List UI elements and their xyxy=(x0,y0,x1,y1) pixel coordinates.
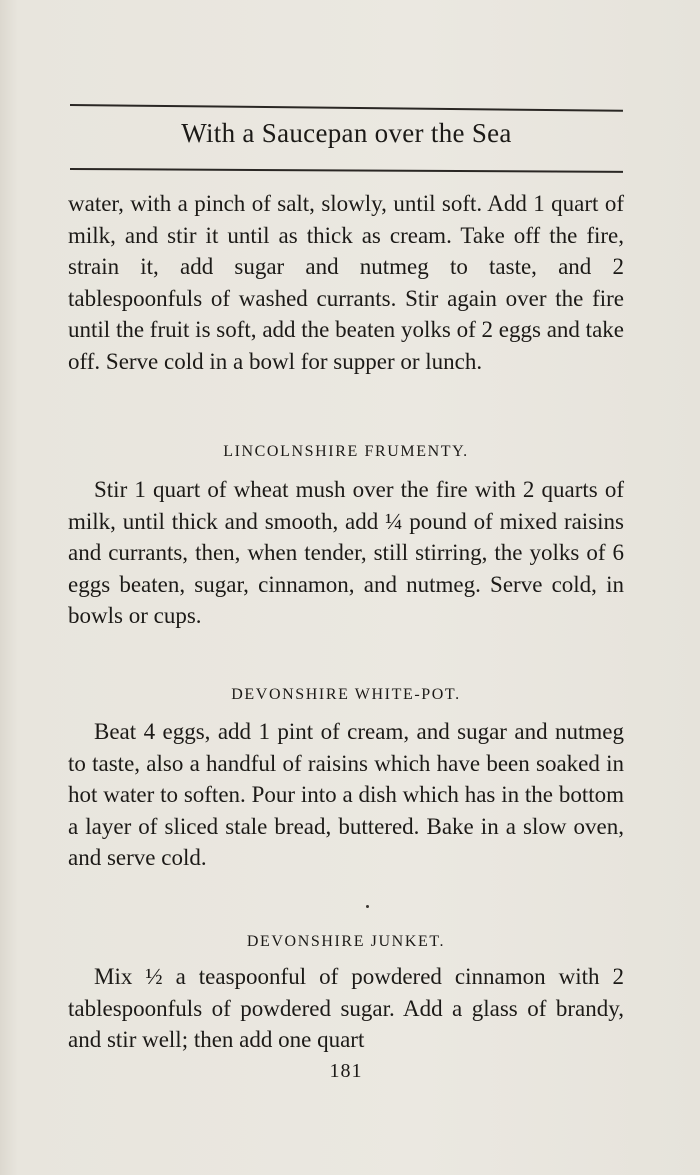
continuation-paragraph: water, with a pinch of salt, slowly, until soft. Add 1 quart of milk, and stir it until as thick as cream. Take off the fire, strain it, add sugar and nutmeg to taste, and 2 tablespoonfuls of washed currants. Stir again over the fire until the fruit is soft, add the beaten yolks of 2 eggs and take off. Serve cold in a bowl for supper or lunch. xyxy=(68,191,624,374)
header-rule-top xyxy=(70,104,623,112)
recipe-title-devonshire-junket: DEVONSHIRE JUNKET. xyxy=(246,933,446,950)
paper-speck xyxy=(366,905,369,908)
recipe-title-lincolnshire-frumenty: LINCOLNSHIRE FRUMENTY. xyxy=(223,443,469,460)
running-head: With a Saucepan over the Sea xyxy=(181,118,512,148)
recipe-title-devonshire-white-pot: DEVONSHIRE WHITE-POT. xyxy=(231,686,461,703)
recipe-text-lincolnshire-frumenty: Stir 1 quart of wheat mush over the fire with 2 quarts of milk, until thick and smooth, add ¼ pound of mixed raisins and currants, then, when tender, still stirring, the yolks of 6 eggs beaten, sugar, cinnamon, and nutmeg. Serve cold, in bowls or cups. xyxy=(68,477,624,629)
header-rule-bottom xyxy=(70,168,623,173)
recipe-text-devonshire-junket: Mix ½ a teaspoonful of powdered cinnamon with 2 tablespoonfuls of powdered sugar. Add a glass of brandy, and stir well; then add one quart xyxy=(68,964,624,1053)
page-number: 181 xyxy=(329,1060,363,1082)
recipe-text-devonshire-white-pot: Beat 4 eggs, add 1 pint of cream, and sugar and nutmeg to taste, also a handful of raisins which have been soaked in hot water to soften. Pour into a dish which has in the bottom a layer of sliced stale bread, buttered. Bake in a slow oven, and serve cold. xyxy=(68,719,624,871)
